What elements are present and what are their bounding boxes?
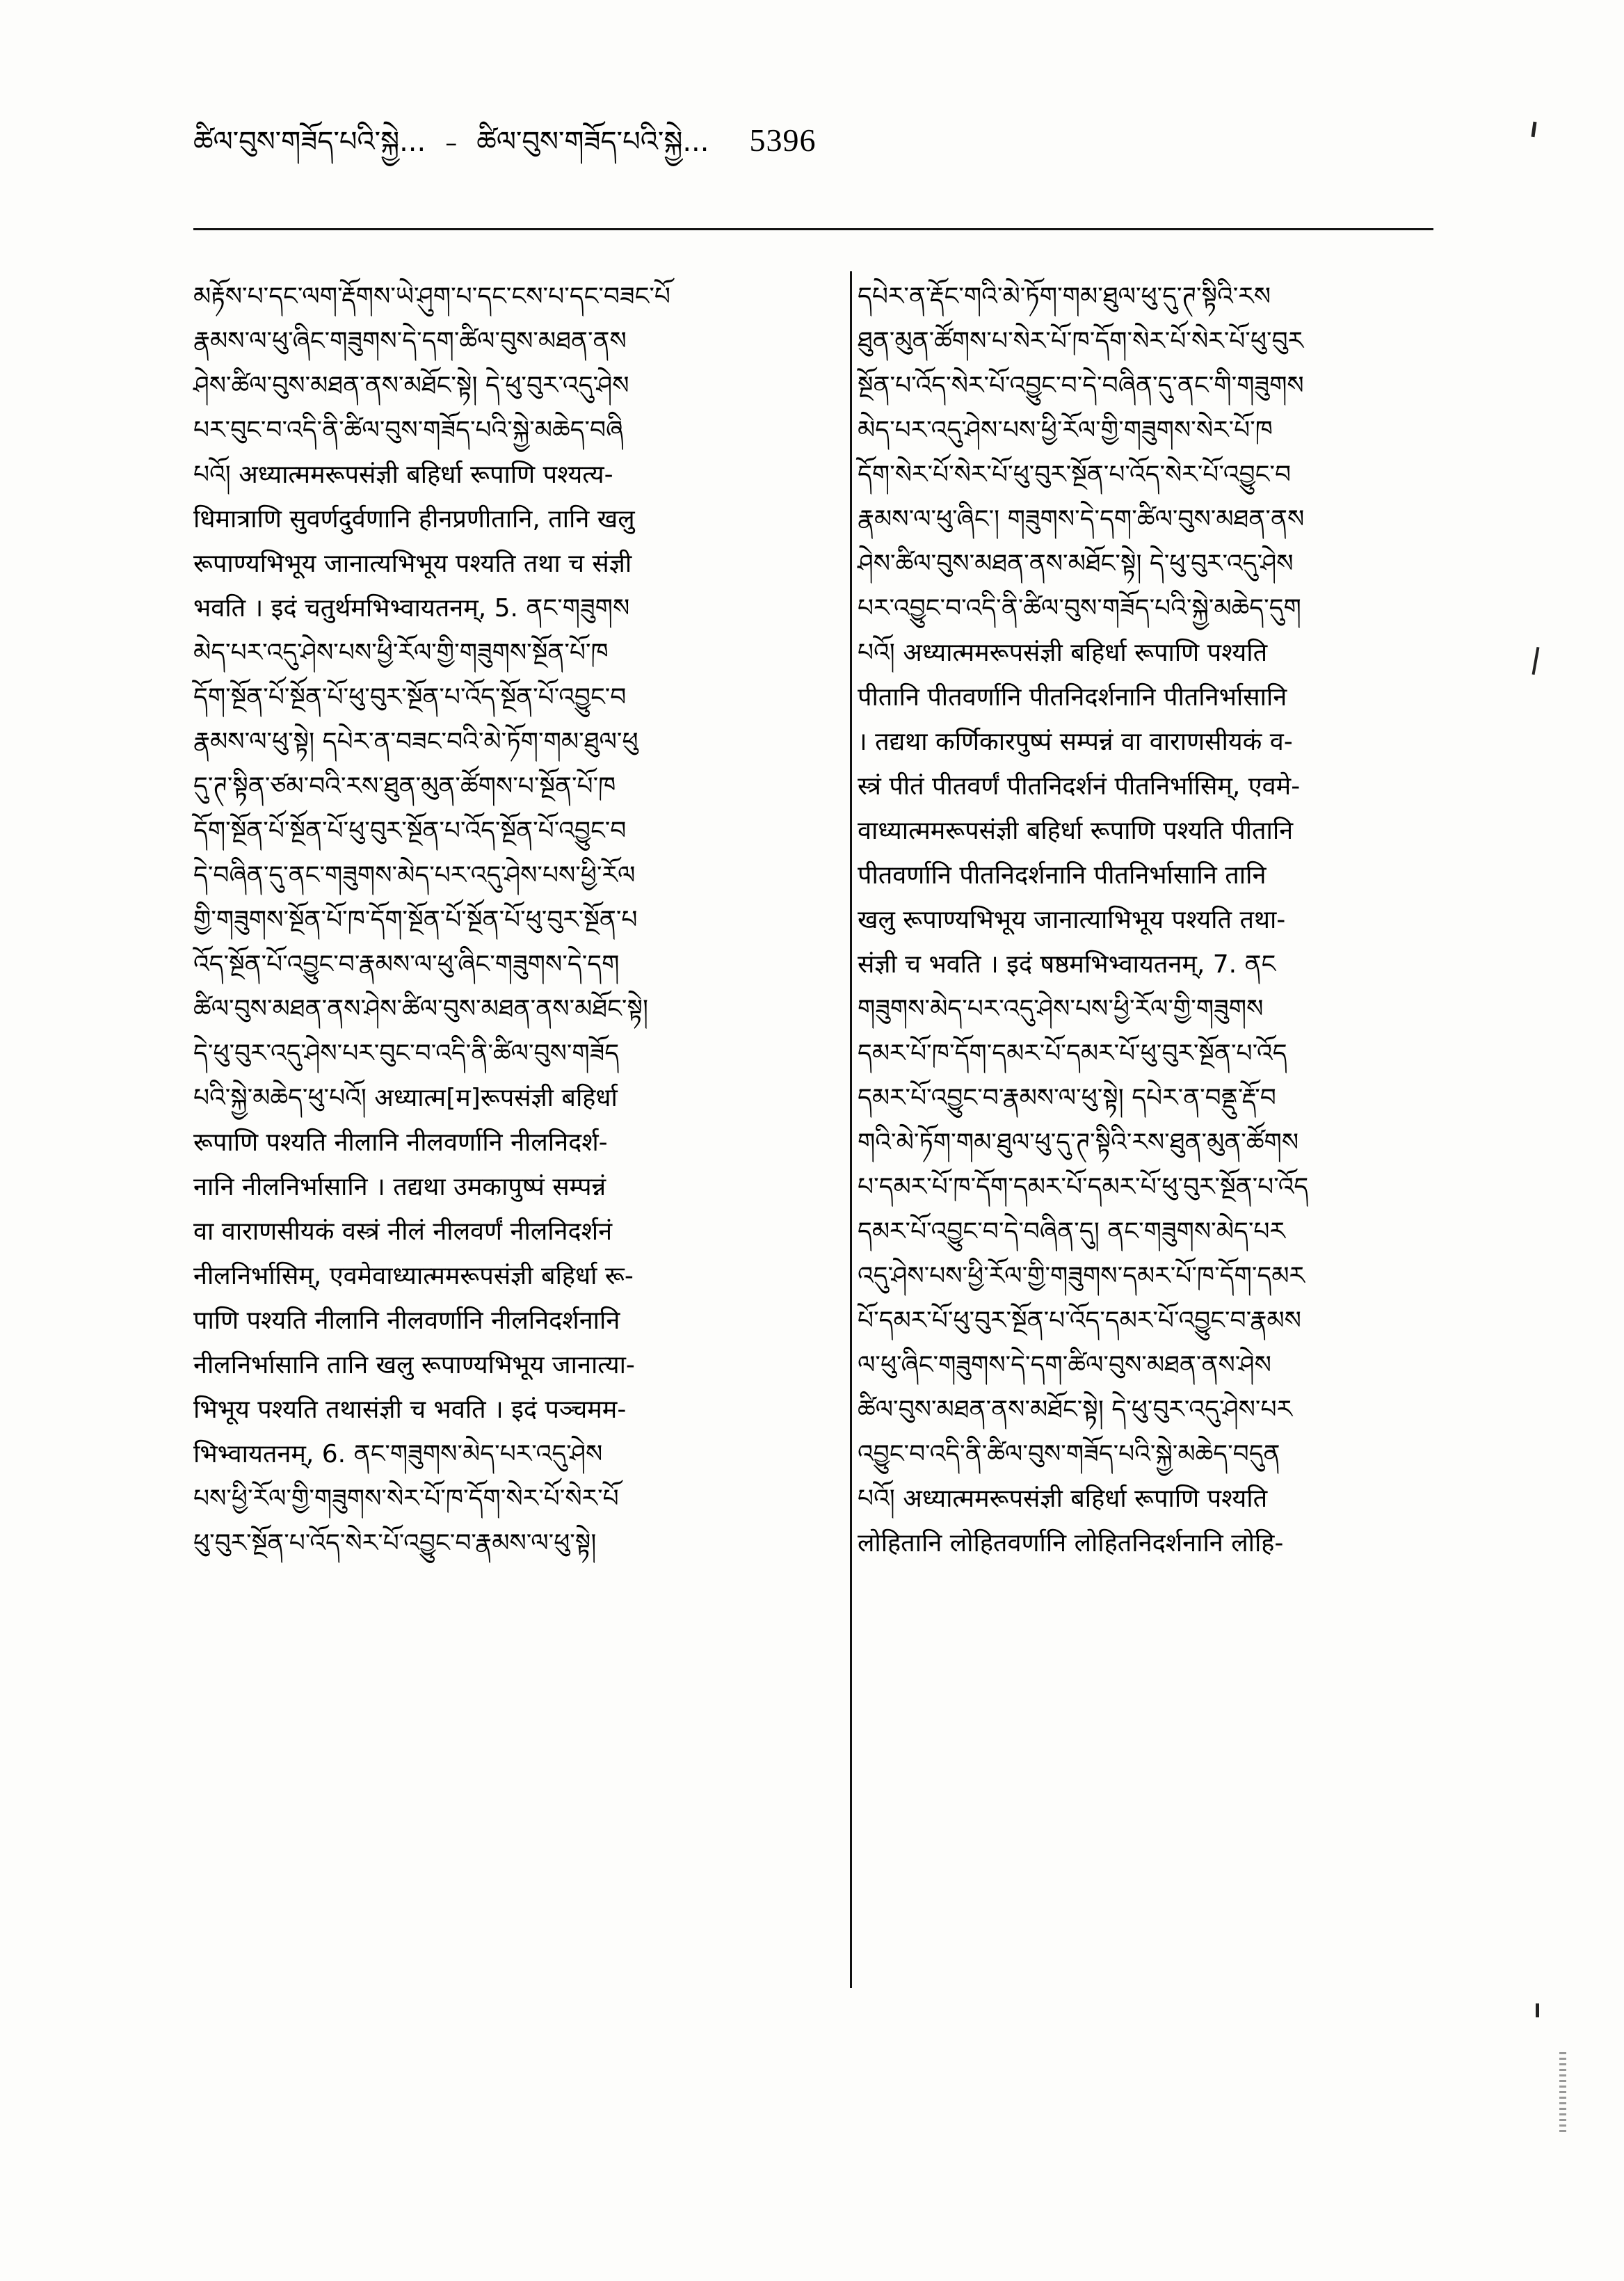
- text-line: खलु रूपाण्यभिभूय जानात्याभिभूय पश्यति तथा-: [858, 906, 1286, 934]
- text-line: लोहितानि लोहितवर्णानि लोहितनिदर्शनानि लोहि-: [858, 1529, 1284, 1558]
- text-line: རྣམས་ལ་ཕུ་སྟེ། དཔེར་ན་བཟང་བའི་མེ་ཏོག་གམ་ཐུལ་ཕུ: [193, 728, 638, 756]
- text-line: པོ་དམར་པོ་ཕུ་བུར་སྔོན་པ་འོད་དམར་པོ་འབྱུང་བ་རྣམས: [858, 1306, 1301, 1335]
- text-line: धिमात्राणि सुवर्णदुर्वणानि हीनप्रणीतानि, तानि खलु: [193, 505, 635, 534]
- text-line: རྣམས་ལ་ཕུ་ཞིང་གཟུགས་དེ་དག་ཚིལ་བུས་མཐན་ནས: [193, 327, 627, 355]
- text-line: པར་འབྱུང་བ་འདི་ནི་ཚིལ་བུས་གཟོད་པའི་སྐྱེ་མཆེད་དུག: [858, 594, 1301, 623]
- text-line: དམར་པོ་ཁ་དོག་དམར་པོ་དམར་པོ་ཕུ་བུར་སྔོན་པ་འོད: [858, 1039, 1287, 1068]
- text-line: नानि नीलनिर्भासानि । तद्यथा उमकापुष्पं सम्पन्नं: [193, 1173, 606, 1201]
- text-line: ཕུ་བུར་སྔོན་པ་འོད་སེར་པོ་འབྱུང་བ་རྣམས་ལ་ཕུ་སྟེ།: [193, 1529, 597, 1558]
- text-line: འོད་སྔོན་པོ་འབྱུང་བ་རྣམས་ལ་ཕུ་ཞིང་གཟུགས་དེ་དག: [193, 950, 620, 979]
- text-line: དཔེར་ན་རྡོང་གའི་མེ་ཏོག་གམ་ཐུལ་ཕུ་དུ་ཊ་སྟིའི་རས: [858, 282, 1271, 311]
- text-line: དོག་སྔོན་པོ་སྔོན་པོ་ཕུ་བུར་སྔོན་པ་འོད་སྔོན་པོ་འབྱུང་བ: [193, 817, 627, 845]
- text-line: ཚིལ་བུས་མཐན་ནས་ཤེས་ཚིལ་བུས་མཐན་ནས་མཐོང་སྟེ།: [193, 995, 648, 1023]
- text-line: དུ་ཊ་སྟིན་ཙམ་བའི་རས་ཐུན་མུན་ཚོགས་པ་སྔོན་པོ་ཁ: [193, 772, 616, 801]
- text-line: संज्ञी च भवति । इदं षष्ठमभिभ्वायतनम्, 7. ནང: [858, 950, 1276, 979]
- text-line: གའི་མེ་ཏོག་གམ་ཐུལ་ཕུ་དུ་ཊ་སྟིའི་རས་ཐུན་མུན་ཚོགས: [858, 1128, 1299, 1157]
- text-line: པའོ། अध्यात्ममरूपसंज्ञी बहिर्धा रूपाणि पश्यति: [858, 639, 1268, 667]
- scan-artifact-mark: [1536, 2003, 1539, 2017]
- text-line: དོག་སེར་པོ་སེར་པོ་ཕུ་བུར་སྔོན་པ་འོད་སེར་པོ་འབྱུང་བ: [858, 461, 1292, 489]
- text-line: རྣམས་ལ་ཕུ་ཞིང་། གཟུགས་དེ་དག་ཚིལ་བུས་མཐན་ནས: [858, 505, 1305, 534]
- text-line: སྔོན་པ་འོད་སེར་པོ་འབྱུང་བ་དེ་བཞིན་དུ་ནང་གི་གཟུགས: [858, 371, 1304, 400]
- text-line: འབྱུང་བ་འདི་ནི་ཚིལ་བུས་གཟོད་པའི་སྐྱེ་མཆེད་བདུན: [858, 1440, 1280, 1468]
- text-line: स्त्रं पीतं पीतवर्णं पीतनिदर्शनं पीतनिर्भासिम्, एवमे-: [858, 772, 1301, 801]
- text-line: མེད་པར་འདུ་ཤེས་པས་ཕྱི་རོལ་གྱི་གཟུགས་སེར་པོ་ཁ: [858, 416, 1273, 445]
- text-line: ཤེས་ཚིལ་བུས་མཐན་ནས་མཐོང་སྟེ། དེ་ཕུ་བུར་འདུ་ཤེས: [193, 371, 629, 400]
- text-line: पीतवर्णानि पीतनिदर्शनानि पीतनिर्भासानि तानि: [858, 861, 1267, 890]
- running-title-left: ཚིལ་བུས་གཟོད་པའི་སྐྱེ...: [193, 126, 426, 158]
- text-line: भिभ्वायतनम्, 6. ནང་གཟུགས་མེད་པར་འདུ་ཤེས: [193, 1440, 603, 1468]
- header-separator: –: [445, 129, 458, 157]
- page-header: [193, 122, 1438, 159]
- text-line: གཟུགས་མེད་པར་འདུ་ཤེས་པས་ཕྱི་རོལ་གྱི་གཟུགས: [858, 995, 1264, 1023]
- text-line: པའོ། अध्यात्ममरूपसंज्ञी बहिर्धा रूपाणि पश्यत्य-: [193, 461, 613, 489]
- text-line: । तद्यथा कर्णिकारपुष्पं सम्पन्नं वा वाराणसीयकं व-: [858, 728, 1293, 756]
- text-line: གྱི་གཟུགས་སྔོན་པོ་ཁ་དོག་སྔོན་པོ་སྔོན་པོ་ཕུ་བུར་སྔོན་པ: [193, 906, 638, 934]
- text-line: དོག་སྔོན་པོ་སྔོན་པོ་ཕུ་བུར་སྔོན་པ་འོད་སྔོན་པོ་འབྱུང་བ: [193, 683, 627, 712]
- text-line: वाध्यात्ममरूपसंज्ञी बहिर्धा रूपाणि पश्यति पीतानि: [858, 817, 1294, 845]
- scan-artifact-mark: [1532, 647, 1540, 675]
- text-line: དམར་པོ་འབྱུང་བ་རྣམས་ལ་ཕུ་སྟེ། དཔེར་ན་བནྡུ་རྡོ་བ: [858, 1084, 1276, 1112]
- text-line: नीलनिर्भासिम्, एवमेवाध्यात्ममरूपसंज्ञी बहिर्धा रू-: [193, 1262, 634, 1290]
- text-line: ཐུན་མུན་ཚོགས་པ་སེར་པོ་ཁ་དོག་སེར་པོ་སེར་པོ་ཕུ་བུར: [858, 327, 1304, 355]
- left-column: [193, 275, 816, 1986]
- text-line: ལ་ཕུ་ཞིང་གཟུགས་དེ་དག་ཚིལ་བུས་མཐན་ནས་ཤེས: [858, 1351, 1271, 1379]
- text-line: མརྟོས་པ་དང་ལག་རྡོགས་ཡེ་ཤུག་པ་དང་ངས་པ་དང་བཟང་པོ: [193, 282, 670, 311]
- text-line: रूपाण्यभिभूय जानात्यभिभूय पश्यति तथा च संज्ञी: [193, 550, 632, 578]
- text-line: པའོ། अध्यात्ममरूपसंज्ञी बहिर्धा रूपाणि पश्यति: [858, 1484, 1268, 1513]
- text-line: དེ་བཞིན་དུ་ནང་གཟུགས་མེད་པར་འདུ་ཤེས་པས་ཕྱི་རོལ: [193, 861, 636, 890]
- scan-artifact-mark: [1531, 122, 1536, 137]
- text-line: ཚིལ་བུས་མཐན་ནས་མཐོང་སྟེ། དེ་ཕུ་བུར་འདུ་ཤེས་པར: [858, 1395, 1292, 1424]
- text-line: འདུ་ཤེས་པས་ཕྱི་རོལ་གྱི་གཟུགས་དམར་པོ་ཁ་དོག་དམར: [858, 1262, 1305, 1290]
- text-line: པས་ཕྱི་རོལ་གྱི་གཟུགས་སེར་པོ་ཁ་དོག་སེར་པོ་སེར་པོ: [193, 1484, 619, 1513]
- header-rule: [193, 228, 1433, 230]
- text-line: वा वाराणसीयकं वस्त्रं नीलं नीलवर्णं नीलनिदर्शनं: [193, 1217, 613, 1246]
- text-line: པར་བུང་བ་འདི་ནི་ཚིལ་བུས་གཟོད་པའི་སྐྱེ་མཆེད་བཞི: [193, 416, 624, 445]
- text-line: रूपाणि पश्यति नीलानि नीलवर्णानि नीलनिदर्श-: [193, 1128, 608, 1157]
- text-line: ཤེས་ཚིལ་བུས་མཐན་ནས་མཐོང་སྟེ། དེ་ཕུ་བུར་འདུ་ཤེས: [858, 550, 1294, 578]
- text-line: पीतानि पीतवर्णानि पीतनिदर्शनानि पीतनिर्भासानि: [858, 683, 1287, 712]
- scan-edge-artifact: [1559, 2052, 1566, 2136]
- text-line: नीलनिर्भासानि तानि खलु रूपाण्यभिभूय जानात्या-: [193, 1351, 635, 1379]
- running-title-right: ཚིལ་བུས་གཟོད་པའི་སྐྱེ...: [476, 126, 709, 158]
- text-line: भिभूय पश्यति तथासंज्ञी च भवति । इदं पञ्चमम-: [193, 1395, 627, 1424]
- text-line: མེད་པར་འདུ་ཤེས་པས་ཕྱི་རོལ་གྱི་གཟུགས་སྔོན་པོ་ཁ: [193, 639, 609, 667]
- text-line: པ་དམར་པོ་ཁ་དོག་དམར་པོ་དམར་པོ་ཕུ་བུར་སྔོན་པ་འོད: [858, 1173, 1309, 1201]
- right-column: [816, 275, 1438, 1986]
- text-line: དམར་པོ་འབྱུང་བ་དེ་བཞིན་དུ། ནང་གཟུགས་མེད་པར: [858, 1217, 1285, 1246]
- text-line: भवति । इदं चतुर्थमभिभ्वायतनम्, 5. ནང་གཟུགས: [193, 594, 630, 623]
- page-number: 5396: [749, 122, 817, 158]
- text-line: དེ་ཕུ་བུར་འདུ་ཤེས་པར་བུང་བ་འདི་ནི་ཚིལ་བུས་གཟོད: [193, 1039, 620, 1068]
- text-line: པའི་སྐྱེ་མཆེད་ཕུ་པའོ། अध्यात्म[म]रूपसंज्ञी बहिर्धा: [193, 1084, 618, 1112]
- text-line: पाणि पश्यति नीलानि नीलवर्णानि नीलनिदर्शनानि: [193, 1306, 620, 1335]
- text-columns: [193, 275, 1438, 1986]
